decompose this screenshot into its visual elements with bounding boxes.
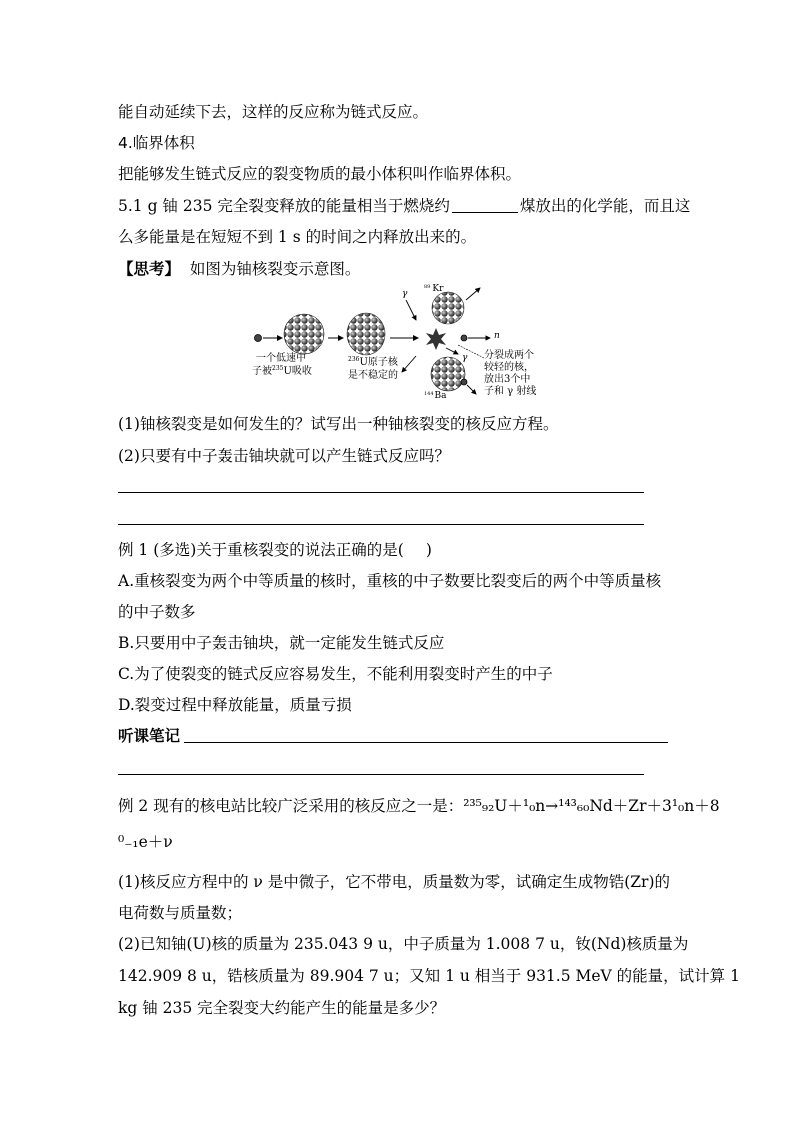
example-2-q2-line3: kg 铀 235 完全裂变大约能产生的能量是多少？	[118, 999, 446, 1017]
example-2-q2-line2: 142.909 8 u，锆核质量为 89.904 7 u；又知 1 u 相当于 931.5 MeV 的能量，试计算 1	[118, 967, 740, 985]
label-split-4: 子和 γ 射线	[484, 386, 537, 397]
notes-line-2[interactable]	[118, 774, 644, 775]
notes-line-1[interactable]	[184, 742, 668, 743]
gamma-label-2: γ	[462, 353, 468, 363]
neutron-label: n	[494, 331, 500, 341]
paragraph-energy-release	[118, 196, 690, 216]
example-2-equation: ²³⁵₉₂U＋¹₀n→¹⁴³₆₀Nd＋Zr＋3¹₀n＋8	[463, 797, 720, 815]
example-2-title	[118, 796, 720, 816]
fission-diagram-svg	[252, 282, 552, 402]
label-krypton: 89 Kr	[424, 284, 444, 294]
neutron-icon	[255, 335, 262, 342]
option-c: C.为了使裂变的链式反应容易发生，不能利用裂变时产生的中子	[118, 665, 553, 683]
example-1-stem: 例 1 (多选)关于重核裂变的说法正确的是(	[118, 541, 404, 559]
label-u236: $^{236}$U原子核	[348, 356, 398, 368]
paragraph-energy-release-cont: 么多能量是在短短不到 1 s 的时间之内释放出来的。	[118, 228, 477, 246]
krypton-nucleus-icon	[432, 292, 464, 324]
example-1-title	[118, 540, 432, 560]
barium-nucleus-icon	[431, 357, 465, 391]
paragraph-critical-volume: 把能够发生链式反应的裂变物质的最小体积叫作临界体积。	[118, 165, 522, 183]
paragraph-chain-reaction-end: 能自动延续下去，这样的反应称为链式反应。	[118, 103, 429, 121]
heading-critical-volume: 4.临界体积	[118, 134, 195, 152]
fission-burst-icon	[426, 328, 446, 350]
label-slow-neutron: 一个低速中	[256, 353, 306, 364]
example-2-q1-line1: (1)核反应方程中的 ν 是中微子，它不带电，质量数为零，试确定生成物锆(Zr)的	[118, 873, 671, 891]
label-unstable: 是不稳定的	[348, 370, 398, 381]
energy-text-part1: 5.1 g 铀 235 完全裂变释放的能量相当于燃烧约	[118, 197, 450, 215]
example-2-q1-line2: 电荷数与质量数；	[118, 904, 243, 922]
label-barium: $^{144}$Ba	[424, 391, 447, 401]
uranium-235-nucleus-icon	[284, 314, 324, 354]
answer-line-2[interactable]	[118, 524, 644, 525]
example-2-stem: 例 2 现有的核电站比较广泛采用的核反应之一是：	[118, 797, 464, 815]
notes-label: 听课笔记	[118, 727, 181, 745]
example-1-close-paren: )	[425, 541, 432, 559]
gamma-label-1: γ	[402, 289, 408, 299]
think-text: 如图为铀核裂变示意图。	[189, 260, 361, 278]
answer-line-1[interactable]	[118, 492, 644, 493]
example-2-q2-line1: (2)已知铀(U)核的质量为 235.043 9 u，中子质量为 1.008 7 u，钕(Nd)核质量为	[118, 935, 689, 953]
energy-text-part2: 煤放出的化学能，而且这	[519, 197, 691, 215]
fission-diagram	[252, 282, 552, 402]
option-d: D.裂变过程中释放能量，质量亏损	[118, 696, 352, 714]
label-absorbed: 子被$^{235}$U吸收	[252, 365, 312, 377]
option-b: B.只要用中子轰击铀块，就一定能发生链式反应	[118, 634, 445, 652]
label-split-3: 放出3个中	[484, 374, 531, 385]
question-2: (2)只要有中子轰击铀块就可以产生链式反应吗？	[118, 447, 450, 465]
option-a-line1: A.重核裂变为两个中等质量的核时，重核的中子数要比裂变后的两个中等质量核	[118, 572, 662, 590]
uranium-236-nucleus-icon	[347, 313, 385, 355]
think-tag: 【思考】	[118, 260, 181, 278]
fill-blank[interactable]	[452, 198, 518, 213]
label-split-2: 较轻的核，	[484, 362, 534, 373]
think-prompt	[118, 259, 360, 279]
question-1: (1)铀核裂变是如何发生的？试写出一种铀核裂变的核反应方程。	[118, 415, 559, 433]
example-2-equation-end: ⁰₋₁e＋ν	[118, 833, 173, 851]
label-split-1: 分裂成两个	[484, 350, 534, 361]
option-a-line2: 的中子数多	[118, 603, 196, 621]
